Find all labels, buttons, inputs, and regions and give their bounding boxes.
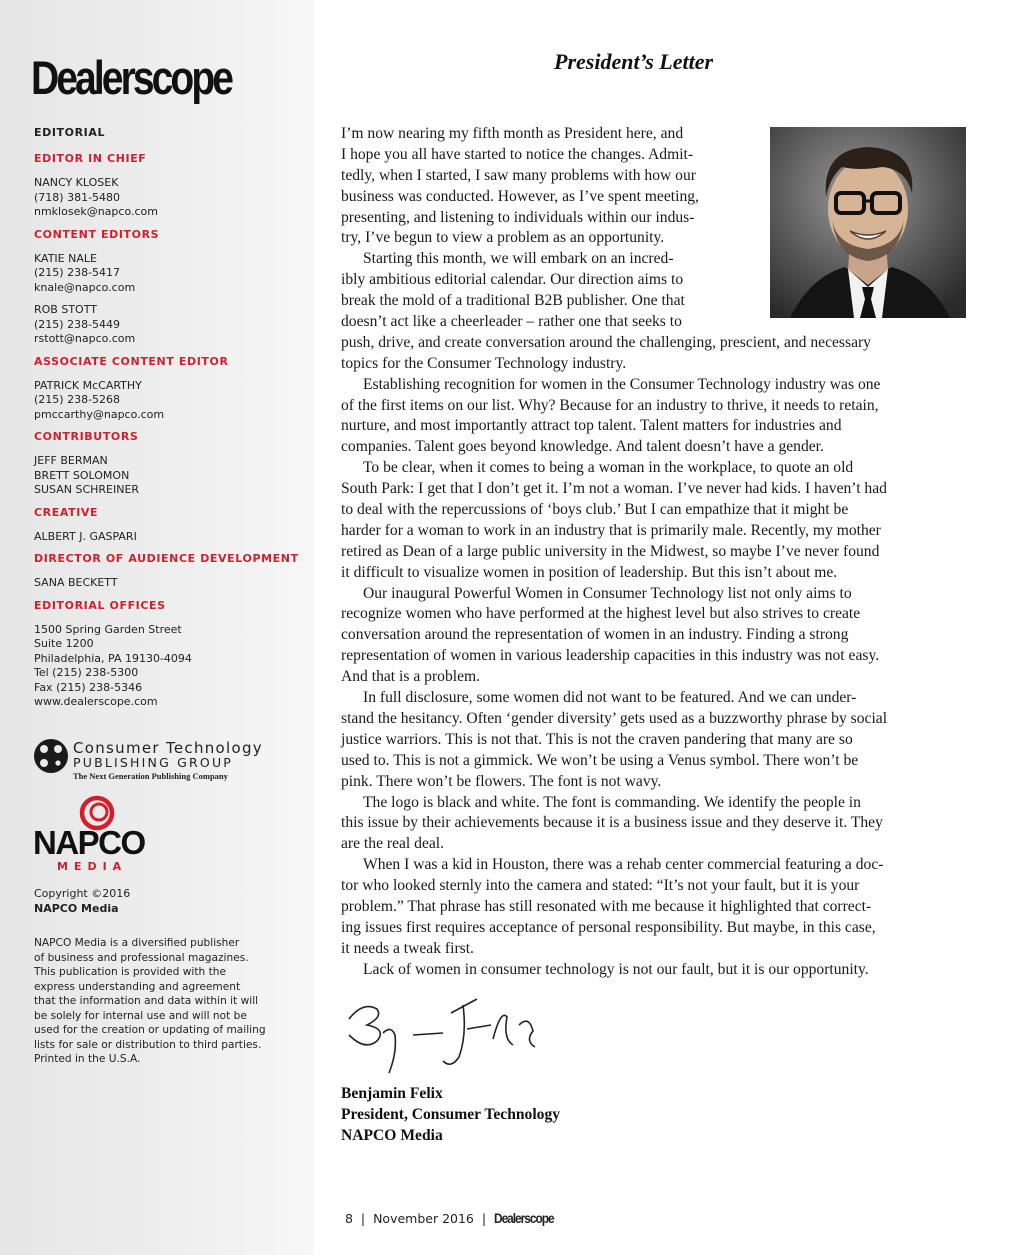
letter-line: doesn’t act like a cheerleader – rather one that seeks to (341, 313, 682, 331)
disclaimer-line: of business and professional magazines. (34, 951, 249, 964)
letter-line: retired as Dean of a large public university in the Midwest, so maybe I’ve never found (341, 542, 880, 560)
letter-line: to deal with the repercussions of ‘boys club.’ But I can empathize that it might be (341, 501, 849, 519)
staff-line: 1500 Spring Garden Street (34, 622, 182, 636)
staff-line: nmklosek@napco.com (34, 205, 158, 218)
letter-line: tedly, when I started, I saw many problems with how our (341, 166, 696, 184)
letter-line: pink. There won’t be flowers. The font is not wavy. (341, 772, 662, 790)
disclaimer-line: lists for sale or distribution to third parties. (34, 1038, 262, 1051)
letter-line: I’m now nearing my fifth month as President here, and (341, 125, 684, 142)
footer-separator: | (481, 1211, 487, 1226)
staff-heading: ASSOCIATE CONTENT EDITOR (34, 354, 229, 368)
staff-heading: CONTRIBUTORS (34, 430, 139, 443)
staff-heading: CONTENT EDITORS (34, 227, 160, 241)
staff-heading: DIRECTOR OF AUDIENCE DEVELOPMENT (34, 552, 299, 565)
staff-line (34, 295, 309, 303)
letter-line: tor who looked sternly into the camera and stated: “It’s not your fault, but it is your (341, 877, 860, 895)
staff-line: BRETT SOLOMON (34, 468, 130, 482)
letter-line: problem.” That phrase has still resonated with me because it highlighted that correct- (341, 897, 872, 915)
signer-title: President, Consumer Technology (341, 1106, 561, 1123)
letter-line: it needs a tweak first. (341, 939, 474, 957)
letter-line: Lack of women in consumer technology is not our fault, but it is our opportunity. (363, 960, 869, 978)
staff-entry (34, 454, 309, 498)
issue-date: November 2016 (373, 1211, 474, 1226)
disclaimer-line: be solely for internal use and will not be (34, 1009, 247, 1022)
staff-line: SANA BECKETT (34, 576, 118, 589)
letter-line: companies. Talent goes beyond knowledge. And talent doesn’t have a gender. (341, 438, 824, 456)
letter-line: When I was a kid in Houston, there was a rehab center commercial featuring a doc- (363, 856, 884, 874)
signer-name: Benjamin Felix (341, 1085, 443, 1102)
letter-line: this issue by their achievements because it is a business issue and they deserve it. They (341, 814, 883, 832)
staff-line: (215) 238-5449 (34, 317, 121, 331)
letter-line: are the real deal. (341, 835, 445, 853)
staff-line: (215) 238-5417 (34, 266, 121, 279)
staff-entry (34, 252, 309, 347)
letter-line: ibly ambitious editorial calendar. Our direction aims to (341, 271, 684, 289)
ctpg-tagline: The Next Generation Publishing Company (73, 771, 228, 781)
disclaimer (34, 936, 289, 1067)
ctpg-group: PUBLISHING GROUP (73, 755, 234, 770)
page-footer (345, 1210, 564, 1226)
letter-line: business was conducted. However, as I’ve spent meeting, (341, 187, 699, 205)
letter-line: Starting this month, we will embark on an incred- (363, 250, 674, 268)
staff-line: (215) 238-5268 (34, 393, 121, 406)
napco-media-wordmark: MEDIA (57, 860, 128, 873)
staff-groups (34, 152, 309, 710)
letter-line: representation of women in various leadership capacities in this industry was not easy. (341, 647, 880, 665)
staff-line: SUSAN SCHREINER (34, 483, 140, 496)
letter-line: And that is a problem. (341, 668, 481, 686)
page-title: President’s Letter (554, 49, 714, 74)
staff-line: JEFF BERMAN (34, 454, 108, 467)
letter-line: presenting, and listening to individuals within our indus- (341, 208, 695, 226)
letter-line: used to. This is not a gimmick. We won’t be using a Venus symbol. There won’t be (341, 751, 859, 769)
letter-line: Our inaugural Powerful Women in Consumer Technology list not only aims to (363, 584, 852, 602)
letter-line: push, drive, and create conversation around the challenging, prescient, and necessary (341, 333, 871, 351)
staff-line: rstott@napco.com (34, 332, 136, 345)
letter-line: justice warriors. This is not that. This is not the craven pandering that many are so (341, 730, 853, 748)
masthead-list (34, 126, 309, 718)
ctpg-icon (33, 738, 69, 774)
ctpg-name: Consumer Technology (73, 739, 263, 757)
footer-brand-logo: Dealerscope (494, 1210, 554, 1226)
staff-entry (34, 176, 309, 220)
page-number: 8 (345, 1211, 353, 1226)
staff-line: ALBERT J. GASPARI (34, 529, 137, 543)
letter-line: break the mold of a traditional B2B publisher. One that (341, 292, 685, 310)
napco-wordmark: NAPCO (33, 824, 145, 861)
staff-entry (34, 623, 309, 710)
letter-line: topics for the Consumer Technology industry. (341, 354, 627, 372)
signer-organization: NAPCO Media (341, 1127, 443, 1144)
disclaimer-line: express understanding and agreement (34, 980, 241, 993)
disclaimer-line: used for the creation or updating of mailing (34, 1024, 266, 1036)
staff-heading: CREATIVE (34, 505, 99, 519)
letter-line: The logo is black and white. The font is commanding. We identify the people in (363, 793, 861, 811)
staff-line: NANCY KLOSEK (34, 176, 119, 189)
staff-line: Philadelphia, PA 19130-4094 (34, 651, 192, 665)
dealerscope-logo: Dealerscope (31, 51, 232, 104)
letter-line: conversation around the representation of women in an industry. Finding a strong (341, 626, 849, 644)
copyright-line: Copyright ©2016 (34, 887, 131, 900)
letter-line: recognize women who have performed at the highest level but also strives to create (341, 605, 861, 623)
footer-separator: | (360, 1211, 366, 1226)
letter-line: stand the hesitancy. Often ‘gender diversity’ gets used as a buzzworthy phrase by social (341, 709, 888, 727)
letter-line: it difficult to visualize women in position of leadership. But this isn’t about me. (341, 563, 838, 581)
masthead-sidebar (0, 0, 314, 1255)
letter-body (341, 124, 971, 981)
disclaimer-line: This publication is provided with the (34, 966, 226, 978)
staff-heading: EDITORIAL OFFICES (34, 598, 166, 612)
letter-line: ing issues first requires acceptance of personal responsibility. But maybe, in this case, (341, 918, 876, 936)
letter-line: To be clear, when it comes to being a woman in the workplace, to quote an old (363, 459, 854, 477)
letter-line: nurture, and most importantly attract top talent. Talent matters for industries and (341, 417, 842, 435)
letter-line: South Park: I get that I don’t get it. I’m not a woman. I’ve never had kids. I haven’t had (341, 480, 887, 498)
staff-line: Fax (215) 238-5346 (34, 680, 143, 694)
letter-line: harder for a woman to work in an industry that is primarily male. Recently, my mother (341, 521, 881, 539)
staff-heading: EDITOR IN CHIEF (34, 152, 147, 165)
letter-line: Establishing recognition for women in the Consumer Technology industry was one (363, 375, 881, 393)
staff-line: pmccarthy@napco.com (34, 407, 165, 421)
disclaimer-line: NAPCO Media is a diversified publisher (34, 937, 240, 949)
napco-media-logo (33, 794, 173, 884)
staff-line: knale@napco.com (34, 280, 136, 294)
staff-entry (34, 379, 309, 423)
signature-block (341, 1083, 560, 1146)
letter-line: of the first items on our list. Why? Because for an industry to thrive, it needs to retain, (341, 396, 879, 414)
staff-line: ROB STOTT (34, 303, 97, 316)
copyright-owner: NAPCO Media (34, 902, 119, 915)
staff-entry (34, 530, 309, 545)
section-label: EDITORIAL (34, 126, 106, 139)
staff-line: www.dealerscope.com (34, 695, 158, 708)
staff-line: PATRICK McCARTHY (34, 378, 142, 392)
staff-entry (34, 576, 309, 591)
signature-image (343, 995, 543, 1075)
copyright (34, 886, 130, 916)
staff-line: Tel (215) 238-5300 (34, 666, 139, 679)
disclaimer-line: Printed in the U.S.A. (34, 1053, 141, 1065)
disclaimer-line: that the information and data within it will (34, 995, 259, 1007)
letter-line: In full disclosure, some women did not want to be featured. And we can under- (363, 689, 857, 707)
staff-line: KATIE NALE (34, 251, 97, 265)
letter-line: try, I’ve begun to view a problem as an opportunity. (341, 229, 665, 247)
staff-line: (718) 381-5480 (34, 190, 121, 204)
staff-line: Suite 1200 (34, 637, 94, 650)
letter-line: I hope you all have started to notice the changes. Admit- (341, 145, 694, 163)
